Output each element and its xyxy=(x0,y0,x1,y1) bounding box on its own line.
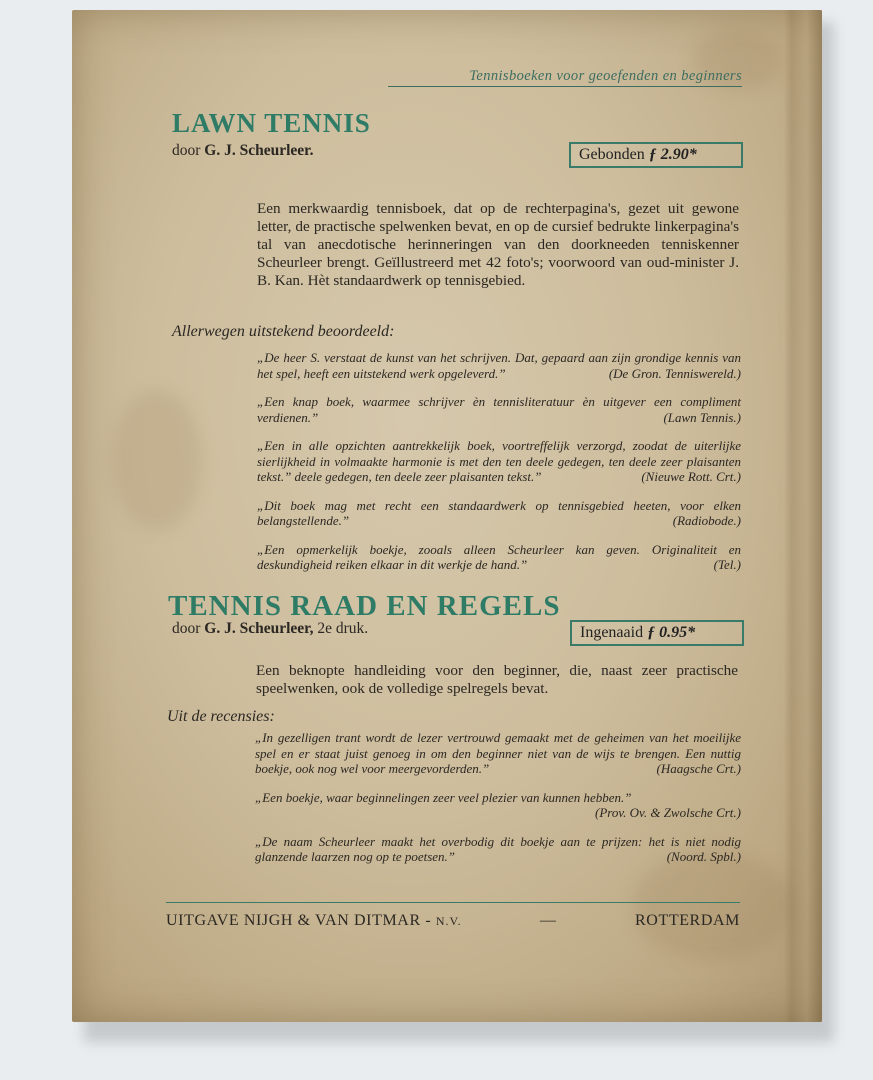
book1-description: Een merkwaardig tennisboek, dat op de rechterpagina's, gezet uit gewone letter, de practische spelwenken bevat, en op de cursief bedrukte linkerpagina's tal van anecdotische herinneringen van den doorkneeden tenniskenner Scheurleer brengt. Geïllustreerd met 42 foto's; voorwoord van oud-minister J. B. Kan. Hèt standaardwerk op tennisgebied. xyxy=(257,200,739,289)
publisher-line xyxy=(166,912,740,930)
review-source: (Haagsche Crt.) xyxy=(656,761,741,776)
price-label: Ingenaaid xyxy=(580,624,648,641)
review-item xyxy=(255,834,741,865)
review-item xyxy=(255,730,741,777)
publisher-name-group xyxy=(166,912,462,930)
review-item xyxy=(257,438,741,485)
review-item xyxy=(257,498,741,529)
book1-author xyxy=(172,142,314,160)
review-text: „De naam Scheurleer maakt het overbodig dit boekje aan te prijzen: het is niet nodig glanzende laarzen nog op te poetsen.” xyxy=(255,833,741,864)
review-item xyxy=(257,350,741,381)
review-text: „Dit boek mag met recht een standaardwerk op tennisgebied heeten, voor elken belangstellende.” xyxy=(257,497,741,528)
publisher-city: ROTTERDAM xyxy=(635,912,740,929)
book2-price-box xyxy=(570,620,744,646)
book-back-cover xyxy=(72,10,822,1022)
author-name: G. J. Scheurleer, xyxy=(204,620,314,637)
book2-title: TENNIS RAAD EN REGELS xyxy=(168,590,561,622)
review-text: „Een boekje, waar beginnelingen zeer veel plezier van kunnen hebben.” xyxy=(255,789,632,805)
review-item xyxy=(257,542,741,573)
book1-title: LAWN TENNIS xyxy=(172,108,371,138)
review-item xyxy=(255,790,741,821)
cover-content xyxy=(72,10,822,1022)
book2-reviews xyxy=(255,730,741,878)
review-source: (Tel.) xyxy=(713,557,741,572)
author-prefix: door xyxy=(172,142,205,159)
book1-reviews xyxy=(257,350,741,586)
review-source: (De Gron. Tenniswereld.) xyxy=(608,365,741,381)
author-name: G. J. Scheurleer. xyxy=(204,142,314,159)
review-item xyxy=(257,394,741,425)
price-value: ƒ 2.90* xyxy=(648,146,697,163)
book2-author xyxy=(172,620,368,638)
book1-price-box xyxy=(569,142,743,168)
review-source: (Nieuwe Rott. Crt.) xyxy=(641,469,741,484)
review-source: (Noord. Spbl.) xyxy=(666,849,741,864)
review-text: „Een knap boek, waarmee schrijver èn tennisliteratuur èn uitgever een compliment verdienen.” xyxy=(257,394,741,425)
author-prefix: door xyxy=(172,620,205,637)
book2-description: Een beknopte handleiding voor den beginner, die, naast zeer practische speelwenken, ook de volledige spelregels bevat. xyxy=(256,662,738,697)
book1-reviews-heading: Allerwegen uitstekend beoordeeld: xyxy=(172,323,395,340)
author-suffix: 2e druk. xyxy=(313,620,369,637)
publisher-nv: N.V. xyxy=(435,914,462,928)
publisher-dash: — xyxy=(540,912,557,929)
review-text: „Een opmerkelijk boekje, zooals alleen Scheurleer kan geven. Originaliteit en deskundigheid reiken elkaar in dit werkje de hand.” xyxy=(257,541,741,572)
footer-rule xyxy=(166,902,740,903)
review-source: (Lawn Tennis.) xyxy=(663,409,741,425)
review-source: (Prov. Ov. & Zwolsche Crt.) xyxy=(595,805,741,820)
review-text: „De heer S. verstaat de kunst van het schrijven. Dat, gepaard aan zijn grondige kennis van het spel, heeft een uitstekend werk opgeleverd.” xyxy=(257,350,741,381)
review-source: (Radiobode.) xyxy=(672,513,741,528)
price-label: Gebonden xyxy=(579,146,649,163)
series-line: Tennisboeken voor geoefenden en beginners xyxy=(388,68,742,87)
review-text: „In gezelligen trant wordt de lezer vertrouwd gemaakt met de geheimen van het moeilijke spel en er staat juist genoeg in om den beginner niet van de wijs te brengen. Een nuttig boekje, ook nog wel voor meergevorderden.” xyxy=(255,730,741,776)
price-value: ƒ 0.95* xyxy=(647,624,696,641)
publisher-name: UITGAVE NIJGH & VAN DITMAR - xyxy=(166,912,432,929)
book2-reviews-heading: Uit de recensies: xyxy=(167,708,275,725)
review-text: „Een in alle opzichten aantrekkelijk boek, voortreffelijk verzorgd, zoodat de uiterlijke sierlijkheid in volmaakte harmonie is met den ten deele gedegen, ten deele zeer plaisanten tekst.” deele gedegen, ten deele zeer plaisanten tekst.” xyxy=(257,438,741,484)
